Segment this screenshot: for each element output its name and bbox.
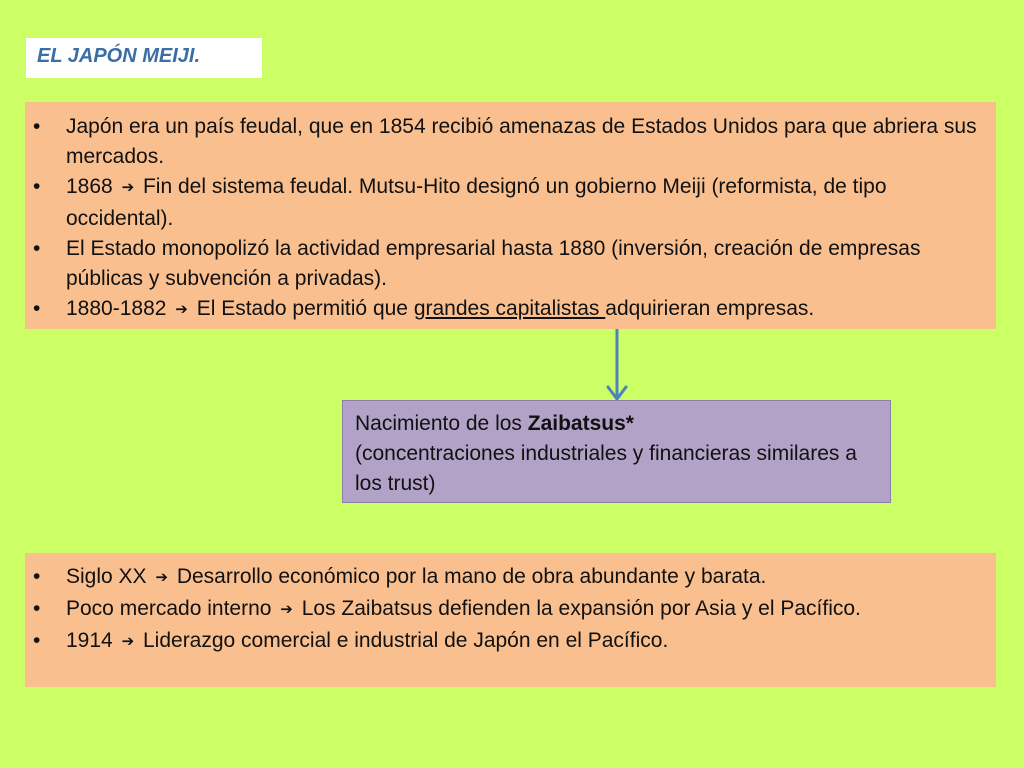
zaibatsu-term: Zaibatsus* <box>527 412 634 435</box>
list-item <box>25 172 986 234</box>
right-arrow-icon: ➔ <box>155 569 168 586</box>
list-item <box>25 594 986 626</box>
down-arrow-icon <box>604 329 630 403</box>
bullet-icon: • <box>33 175 41 198</box>
bullet-date: Siglo XX <box>66 565 147 588</box>
bullet-icon: • <box>33 297 41 320</box>
list-item <box>25 294 986 326</box>
slide-title: EL JAPÓN MEIJI. <box>26 38 262 78</box>
bullet-date: 1880-1882 <box>66 297 167 320</box>
bullet-icon: • <box>33 629 41 652</box>
expansion-bullet-list <box>25 562 986 658</box>
bullet-text-start: El Estado permitió que <box>196 297 414 320</box>
zaibatsu-prefix: Nacimiento de los <box>355 412 528 435</box>
right-arrow-icon: ➔ <box>175 301 188 318</box>
list-item <box>25 112 986 172</box>
zaibatsu-box <box>342 400 891 503</box>
twentieth-century-box <box>25 553 996 687</box>
bullet-text: Japón era un país feudal, que en 1854 recibió amenazas de Estados Unidos para que abriera sus mercados. <box>66 115 977 168</box>
bullet-icon: • <box>33 565 41 588</box>
zaibatsu-definition: (concentraciones industriales y financieras similares a los trust) <box>355 442 857 495</box>
history-bullet-list <box>25 112 986 326</box>
bullet-text: Liderazgo comercial e industrial de Japón en el Pacífico. <box>142 629 669 652</box>
bullet-text: El Estado monopolizó la actividad empresarial hasta 1880 (inversión, creación de empresas públicas y subvención a privadas). <box>66 237 921 290</box>
bullet-text-end: adquirieran empresas. <box>605 297 815 320</box>
bullet-date: 1914 <box>66 629 113 652</box>
bullet-text: Fin del sistema feudal. Mutsu-Hito designó un gobierno Meiji (reformista, de tipo occidental). <box>66 175 887 230</box>
bullet-icon: • <box>33 597 41 620</box>
bullet-date: Poco mercado interno <box>66 597 272 620</box>
list-item <box>25 562 986 594</box>
list-item <box>25 234 986 294</box>
list-item <box>25 626 986 658</box>
right-arrow-icon: ➔ <box>121 179 135 196</box>
bullet-icon: • <box>33 237 41 260</box>
bullet-date: 1868 <box>66 175 113 198</box>
feudal-history-box <box>25 102 996 329</box>
bullet-icon: • <box>33 115 41 138</box>
right-arrow-icon: ➔ <box>121 633 135 650</box>
right-arrow-icon: ➔ <box>280 601 293 618</box>
underlined-phrase: grandes capitalistas <box>413 297 606 320</box>
bullet-text: Desarrollo económico por la mano de obra abundante y barata. <box>176 565 767 588</box>
bullet-text: Los Zaibatsus defienden la expansión por Asia y el Pacífico. <box>301 597 861 620</box>
